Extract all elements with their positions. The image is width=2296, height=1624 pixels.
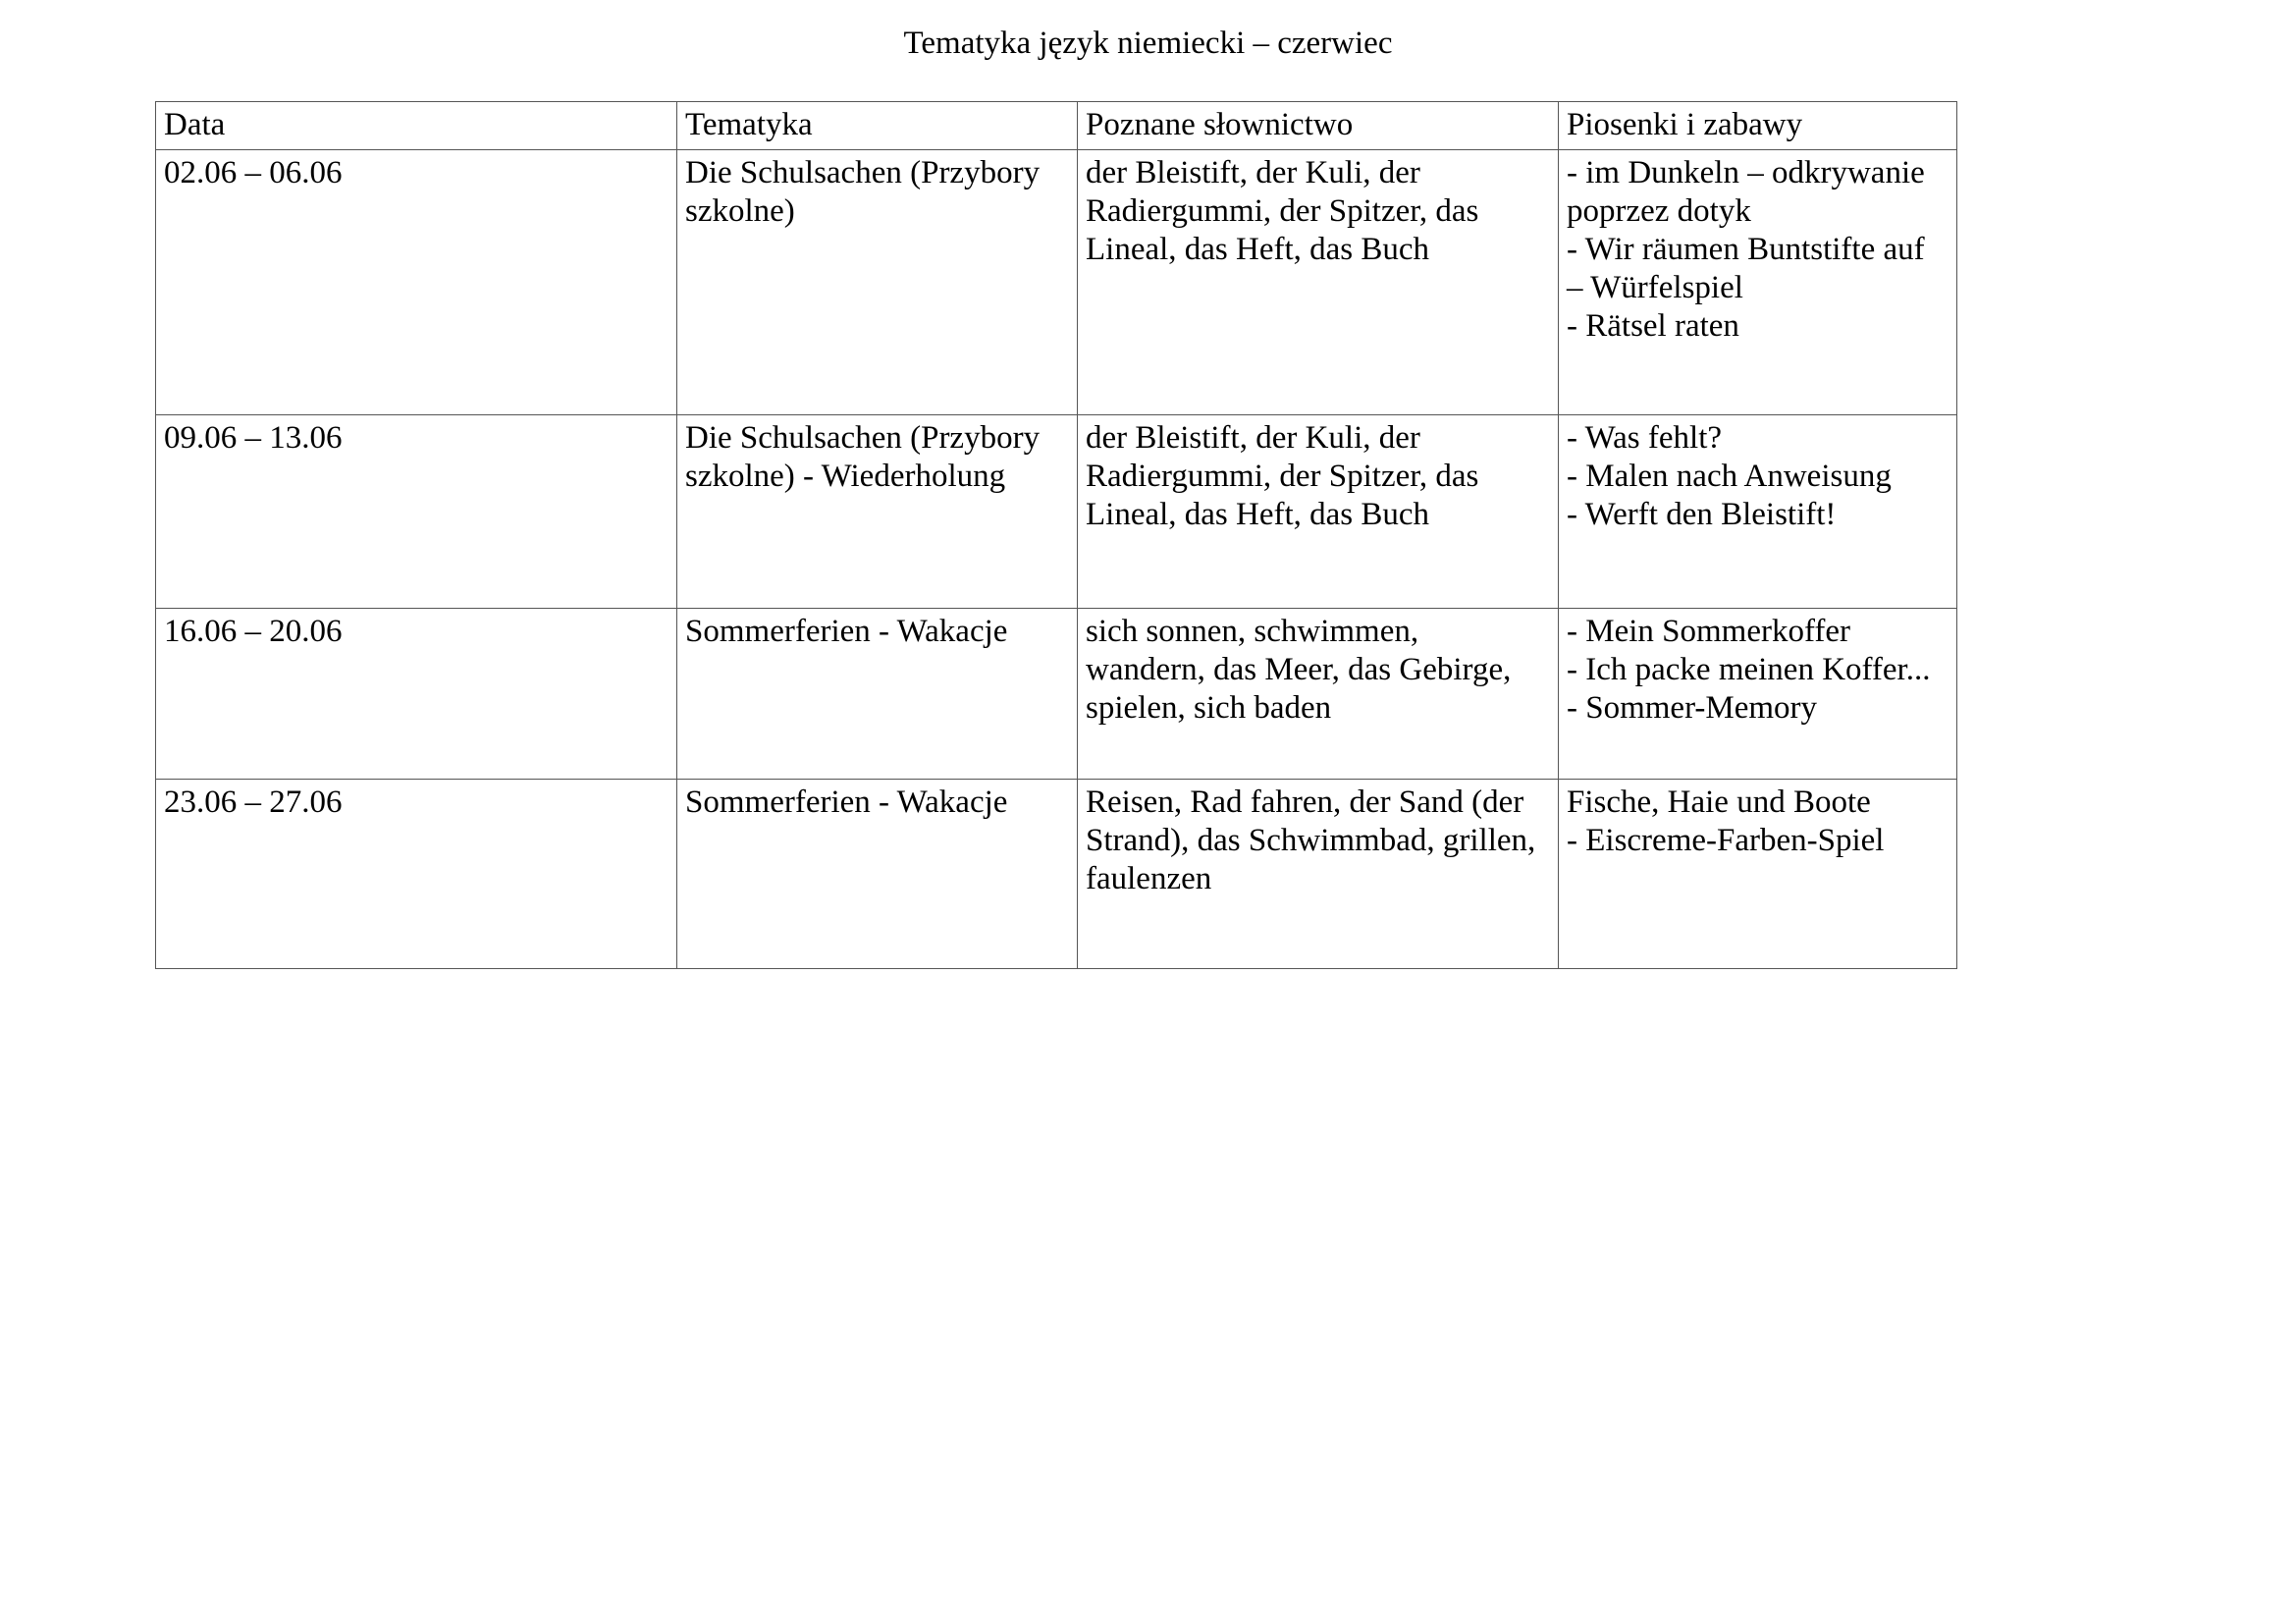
cell-date: 16.06 – 20.06: [156, 609, 677, 780]
cell-topic: Sommerferien - Wakacje: [677, 780, 1078, 969]
cell-date: 02.06 – 06.06: [156, 150, 677, 415]
cell-date: 23.06 – 27.06: [156, 780, 677, 969]
cell-vocabulary: Reisen, Rad fahren, der Sand (der Strand), das Schwimmbad, grillen, faulenzen: [1078, 780, 1559, 969]
cell-games: - im Dunkeln – odkrywanie poprzez dotyk - Wir räumen Buntstifte auf – Würfelspiel - Rätsel raten: [1559, 150, 1957, 415]
table-row: [156, 415, 1957, 609]
page-title: Tematyka język niemiecki – czerwiec: [903, 26, 1393, 61]
table-row: [156, 609, 1957, 780]
header-songs-games: Piosenki i zabawy: [1559, 102, 1957, 150]
cell-topic: Die Schulsachen (Przybory szkolne): [677, 150, 1078, 415]
cell-games: Fische, Haie und Boote - Eiscreme-Farben-Spiel: [1559, 780, 1957, 969]
cell-games: - Was fehlt? - Malen nach Anweisung - Werft den Bleistift!: [1559, 415, 1957, 609]
cell-vocabulary: sich sonnen, schwimmen, wandern, das Meer, das Gebirge, spielen, sich baden: [1078, 609, 1559, 780]
header-topic: Tematyka: [677, 102, 1078, 150]
table-row: [156, 150, 1957, 415]
cell-vocabulary: der Bleistift, der Kuli, der Radiergummi, der Spitzer, das Lineal, das Heft, das Buch: [1078, 415, 1559, 609]
cell-vocabulary: der Bleistift, der Kuli, der Radiergummi, der Spitzer, das Lineal, das Heft, das Buch: [1078, 150, 1559, 415]
table-header-row: [156, 102, 1957, 150]
cell-topic: Die Schulsachen (Przybory szkolne) - Wiederholung: [677, 415, 1078, 609]
cell-date: 09.06 – 13.06: [156, 415, 677, 609]
cell-games: - Mein Sommerkoffer - Ich packe meinen Koffer... - Sommer-Memory: [1559, 609, 1957, 780]
table-row: [156, 780, 1957, 969]
schedule-table: [155, 101, 1957, 969]
header-date: Data: [156, 102, 677, 150]
cell-topic: Sommerferien - Wakacje: [677, 609, 1078, 780]
header-vocabulary: Poznane słownictwo: [1078, 102, 1559, 150]
